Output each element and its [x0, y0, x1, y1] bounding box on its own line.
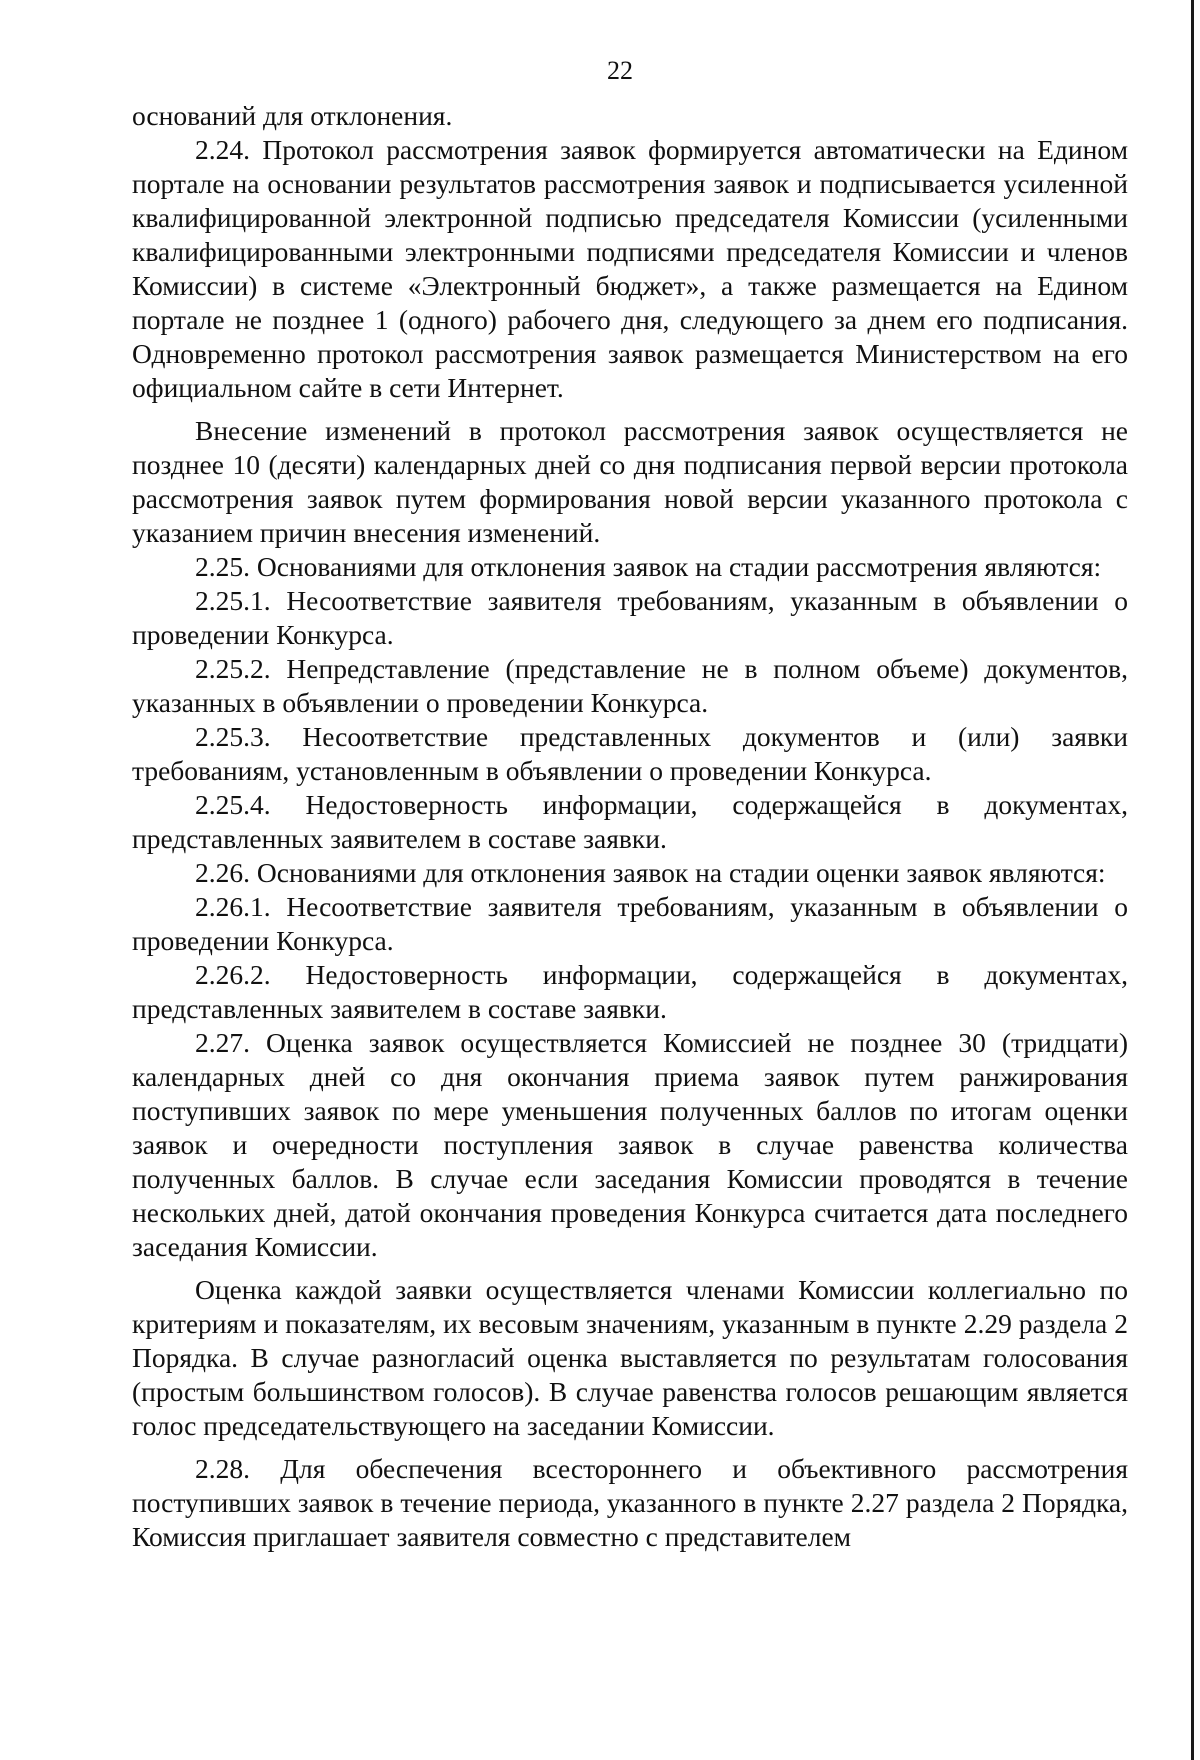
paragraph-2-25-3: 2.25.3. Несоответствие представленных документов и (или) заявки требованиям, установленным в объявлении о проведении Конкурса.	[132, 721, 1128, 786]
paragraph-evaluation: Оценка каждой заявки осуществляется членами Комиссии коллегиально по критериям и показателям, их весовым значениям, указанным в пункте 2.29 раздела 2 Порядка. В случае разногласий оценка выставляется по результатам голосования (простым большинством голосов). В случае равенства голосов решающим является голос председательствующего на заседании Комиссии.	[132, 1274, 1128, 1441]
paragraph-continuation: оснований для отклонения.	[132, 100, 453, 131]
document-body	[132, 99, 1128, 1554]
paragraph-2-25-4: 2.25.4. Недостоверность информации, содержащейся в документах, представленных заявителем в составе заявки.	[132, 789, 1128, 854]
page-number: 22	[607, 56, 633, 85]
paragraph-2-25-2: 2.25.2. Непредставление (представление не в полном объеме) документов, указанных в объявлении о проведении Конкурса.	[132, 653, 1128, 718]
paragraph-2-28: 2.28. Для обеспечения всестороннего и объективного рассмотрения поступивших заявок в течение периода, указанного в пункте 2.27 раздела 2 Порядка, Комиссия приглашает заявителя совместно с представителем	[132, 1453, 1128, 1552]
paragraph-2-26-2: 2.26.2. Недостоверность информации, содержащейся в документах, представленных заявителем в составе заявки.	[132, 959, 1128, 1024]
paragraph-2-26-1: 2.26.1. Несоответствие заявителя требованиям, указанным в объявлении о проведении Конкурса.	[132, 891, 1128, 956]
paragraph-2-25: 2.25. Основаниями для отклонения заявок на стадии рассмотрения являются:	[195, 551, 1102, 582]
page-edge-shadow	[1191, 0, 1194, 1760]
paragraph-amendments: Внесение изменений в протокол рассмотрения заявок осуществляется не позднее 10 (десяти) календарных дней со дня подписания первой версии протокола рассмотрения заявок путем формирования новой версии указанного протокола с указанием причин внесения изменений.	[132, 415, 1128, 548]
paragraph-2-25-1: 2.25.1. Несоответствие заявителя требованиям, указанным в объявлении о проведении Конкурса.	[132, 585, 1128, 650]
paragraph-2-26: 2.26. Основаниями для отклонения заявок на стадии оценки заявок являются:	[195, 857, 1106, 888]
paragraph-2-27: 2.27. Оценка заявок осуществляется Комиссией не позднее 30 (тридцати) календарных дней со дня окончания приема заявок путем ранжирования поступивших заявок по мере уменьшения полученных баллов по итогам оценки заявок и очередности поступления заявок в случае равенства количества полученных баллов. В случае если заседания Комиссии проводятся в течение нескольких дней, датой окончания проведения Конкурса считается дата последнего заседания Комиссии.	[132, 1027, 1128, 1262]
paragraph-2-24: 2.24. Протокол рассмотрения заявок формируется автоматически на Едином портале на основании результатов рассмотрения заявок и подписывается усиленной квалифицированной электронной подписью председателя Комиссии (усиленными квалифицированными электронными подписями председателя Комиссии и членов Комиссии) в системе «Электронный бюджет», а также размещается на Едином портале не позднее 1 (одного) рабочего дня, следующего за днем его подписания. Одновременно протокол рассмотрения заявок размещается Министерством на его официальном сайте в сети Интернет.	[132, 134, 1128, 403]
